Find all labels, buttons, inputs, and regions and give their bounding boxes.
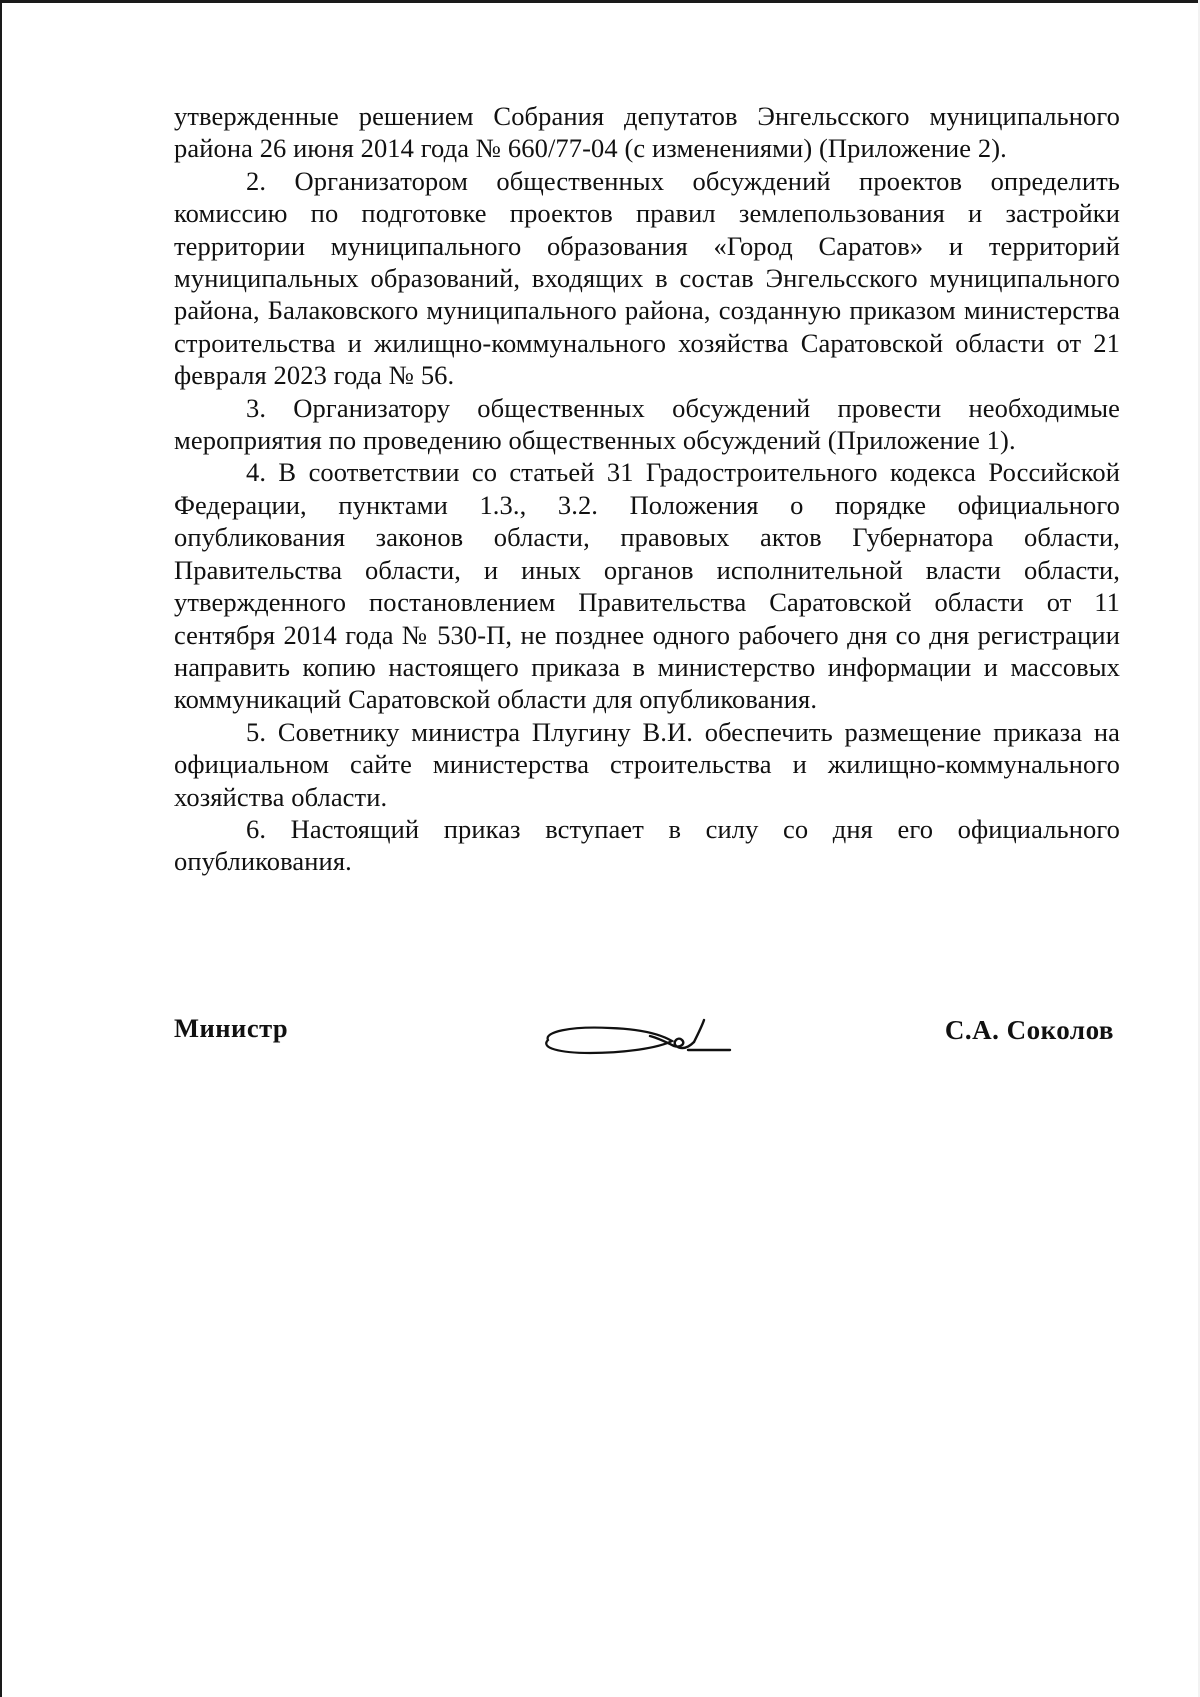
signatory-name: С.А. Соколов <box>944 1015 1114 1045</box>
paragraph-item-3: 3. Организатору общественных обсуждений провести необходимые мероприятия по проведению общественных обсуждений (Приложение 1). <box>174 392 1120 456</box>
paragraph-item-6: 6. Настоящий приказ вступает в силу со дня его официального опубликования. <box>174 813 1120 877</box>
paragraph-continuation: утвержденные решением Собрания депутатов Энгельсского муниципального района 26 июня 2014 года № 660/77-04 (с изменениями) (Приложение 2). <box>174 101 1120 164</box>
paragraph-item-5: 5. Советнику министра Плугину В.И. обеспечить размещение приказа на официальном сайте министерства строительства и жилищно-коммунального хозяйства области. <box>174 716 1120 812</box>
paragraph-item-4: 4. В соответствии со статьей 31 Градостроительного кодекса Российской Федерации, пунктами 1.3., 3.2. Положения о порядке официального опубликования законов области, правовых актов Губернатора области, Правительства области, и иных органов исполнительной власти области, утвержденного постановлением Правительства Саратовской области от 11 сентября 2014 года № 530-П, не позднее одного рабочего дня со дня регистрации направить копию настоящего приказа в министерство информации и массовых коммуникаций Саратовской области для опубликования. <box>174 457 1120 715</box>
handwritten-signature-icon <box>530 1008 740 1068</box>
scan-border-top <box>0 0 1200 3</box>
paragraph-item-2: 2. Организатором общественных обсуждений проектов определить комиссию по подготовке проектов правил землепользования и застройки территории муниципального образования «Город Саратов» и территорий муниципальных образований, входящих в состав Энгельсского муниципального района, Балаковского муниципального района, созданную приказом министерства строительства и жилищно-коммунального хозяйства Саратовской области от 21 февраля 2023 года № 56. <box>174 165 1120 391</box>
signatory-title: Министр <box>174 1013 289 1043</box>
document-body <box>174 100 1120 878</box>
scan-border-left <box>0 0 2 1697</box>
